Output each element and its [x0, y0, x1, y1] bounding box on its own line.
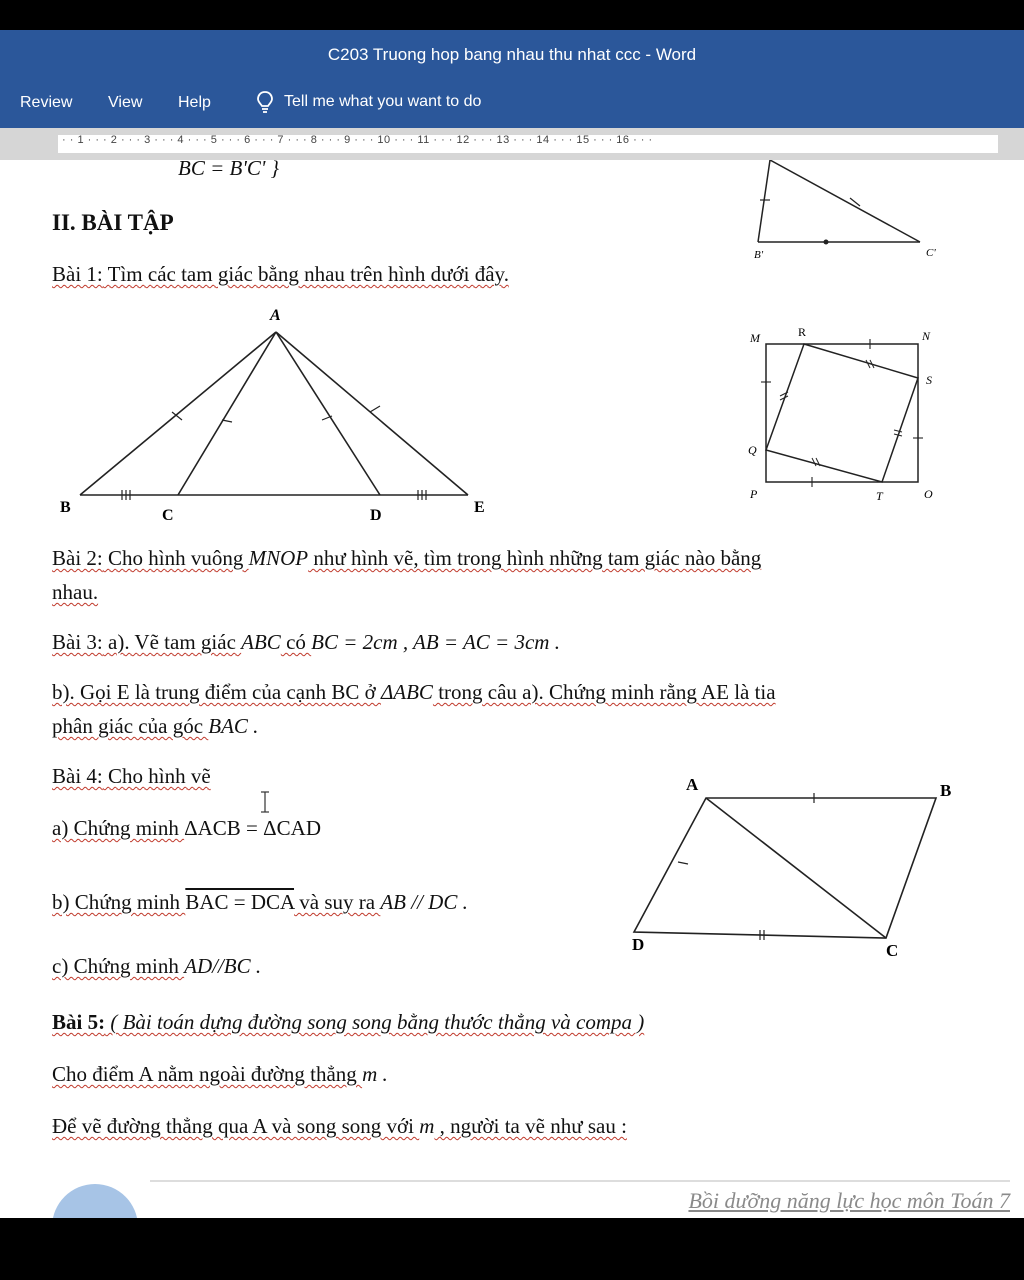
- bai4-text: Cho hình vẽ: [102, 764, 211, 788]
- tell-me-box[interactable]: [256, 90, 481, 114]
- bai3-a-mid: có: [280, 630, 312, 654]
- bai1-line: [52, 262, 509, 287]
- bai5-line3-a: Để vẽ đường thẳng qua A và song song với: [52, 1114, 420, 1138]
- bai3-b-suffix: trong câu a). Chứng minh rằng AE là tia: [432, 680, 776, 704]
- ruler-ticks: · · 1 · · · 2 · · · 3 · · · 4 · · · 5 · · · 6 · · · 7 · · · 8 · · · 9 · · · 10 · · · 11 · · · 12 · · · 13 · · · 14 · · · 15 · · · 16 · · ·: [62, 134, 653, 146]
- bai4-b-math1: BAC = DCA: [185, 890, 295, 914]
- bai4-a-text: a) Chứng minh: [52, 816, 185, 840]
- bai5-line2: [52, 1062, 388, 1087]
- fig2-label-m: M: [750, 331, 760, 345]
- document-page[interactable]: [0, 160, 1024, 1218]
- fig1-label-c: C: [162, 507, 174, 524]
- ruler[interactable]: [0, 128, 1024, 161]
- bai3-a-math1: ABC: [241, 630, 281, 654]
- bai4-b-line: [52, 890, 468, 915]
- label-b-prime: B': [754, 249, 764, 261]
- bai1-label: Bài 1:: [52, 262, 103, 286]
- top-black-bar: [0, 0, 1024, 30]
- bai2-text-a: Cho hình vuông: [102, 546, 249, 570]
- text-cursor-icon: [258, 790, 272, 814]
- bai2-label: Bài 2:: [52, 546, 103, 570]
- fig2-label-p: P: [750, 487, 758, 501]
- footer-divider: [150, 1180, 1010, 1182]
- fig4-label-a: A: [686, 775, 699, 794]
- bai2-line2: [52, 580, 98, 605]
- bai4-c-line: [52, 954, 261, 979]
- fig4-label-c: C: [886, 941, 899, 960]
- top-line: BC = B'C' }: [178, 160, 279, 180]
- bai2-text-c: nhau.: [52, 580, 99, 604]
- footer-logo-circle: [52, 1184, 138, 1218]
- fig2-label-s: S: [926, 373, 932, 387]
- bai4-b-mid: và suy ra: [294, 890, 381, 914]
- bai4-c-text: c) Chứng minh: [52, 954, 185, 978]
- bai2-line1: [52, 546, 761, 571]
- bai3-line-a: [52, 630, 560, 655]
- bai3-a-prefix: a). Vẽ tam giác: [102, 630, 242, 654]
- bai3-b-prefix: b). Gọi E là trung điểm của cạnh BC ở: [52, 680, 381, 704]
- bai5-line3-b: , người ta vẽ như sau :: [434, 1114, 627, 1138]
- title-bar: [0, 30, 1024, 80]
- bai4-label: Bài 4:: [52, 764, 103, 788]
- fig2-label-o: O: [924, 487, 933, 501]
- fig1-label-a: A: [270, 307, 281, 324]
- bai3-b-line2: phân giác của góc: [52, 714, 209, 738]
- menu-review[interactable]: Review: [20, 94, 73, 111]
- figure-bai1: [50, 300, 510, 530]
- fig1-label-e: E: [474, 499, 485, 516]
- label-c-prime: C': [926, 247, 936, 259]
- footer-text: Bồi dưỡng năng lực học môn Toán 7: [688, 1188, 1010, 1213]
- menu-bar: [0, 80, 1024, 128]
- bai5-line2-text: Cho điểm A nằm ngoài đường thẳng: [52, 1062, 363, 1086]
- figure-bai4: [620, 770, 970, 970]
- bai1-text: Tìm các tam giác bằng nhau trên hình dưới đây.: [102, 262, 509, 286]
- bai4-b-text: b) Chứng minh: [52, 890, 186, 914]
- bai5-line2-m: m .: [362, 1062, 388, 1086]
- bai3-b-math2: BAC .: [208, 714, 259, 738]
- bai4-c-math: AD//BC .: [184, 954, 262, 978]
- tell-me-label: Tell me what you want to do: [284, 93, 482, 110]
- fig2-label-q: Q: [748, 443, 757, 457]
- bai4-a-math: ΔACB = ΔCAD: [184, 816, 321, 840]
- bai4-b-math2: AB // DC .: [380, 890, 468, 914]
- bai2-math: MNOP: [248, 546, 309, 570]
- bai3-line-b1: [52, 680, 776, 705]
- fig1-label-b: B: [60, 499, 71, 516]
- bai3-b-math: ΔABC: [380, 680, 433, 704]
- fig4-label-b: B: [940, 781, 952, 800]
- bai4-line: [52, 764, 211, 789]
- bottom-black-bar: [0, 1218, 1024, 1280]
- bai5-line3-m: m: [419, 1114, 435, 1138]
- bai5-label: Bài 5:: [52, 1010, 106, 1034]
- window-title: C203 Truong hop bang nhau thu nhat ccc - Word: [327, 45, 697, 64]
- fig1-label-d: D: [370, 507, 382, 524]
- bai4-a-line: [52, 816, 321, 841]
- bai5-line3: [52, 1114, 627, 1139]
- fig2-label-n: N: [922, 329, 931, 343]
- bai3-a-math2: BC = 2cm , AB = AC = 3cm .: [311, 630, 560, 654]
- bai5-line1: [52, 1010, 644, 1035]
- figure-bai2: [740, 320, 960, 510]
- fig4-label-d: D: [632, 935, 645, 954]
- fig2-label-r: R: [798, 325, 807, 339]
- menu-help[interactable]: Help: [178, 94, 211, 111]
- bai5-text: ( Bài toán dựng đường song song bằng thước thẳng và compa ): [105, 1010, 645, 1034]
- lightbulb-icon: [256, 90, 274, 114]
- menu-view[interactable]: View: [108, 94, 143, 111]
- bai3-label: Bài 3:: [52, 630, 103, 654]
- bai2-text-b: như hình vẽ, tìm trong hình những tam giác nào bằng: [308, 546, 762, 570]
- fig2-label-t: T: [876, 489, 883, 503]
- figure-top-triangle: [740, 160, 960, 270]
- section-heading: II. BÀI TẬP: [52, 210, 174, 235]
- bai3-line-b2: [52, 714, 258, 739]
